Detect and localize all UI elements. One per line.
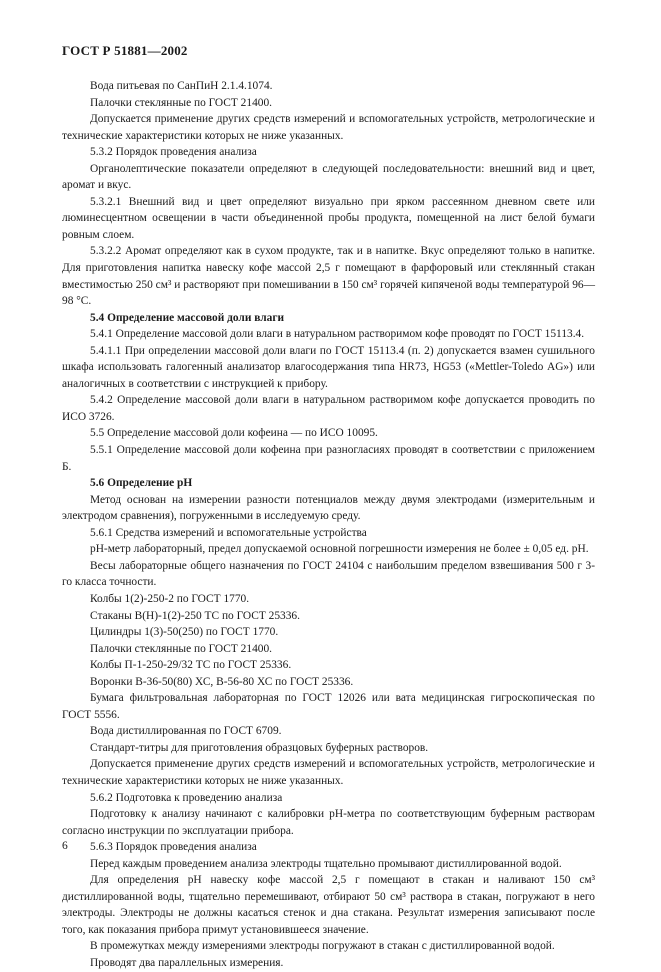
- paragraph: Стаканы В(Н)-1(2)-250 ТС по ГОСТ 25336.: [90, 609, 300, 622]
- paragraph: Колбы 1(2)-250-2 по ГОСТ 1770.: [90, 592, 250, 605]
- paragraph: 5.5 Определение массовой доли кофеина — по ИСО 10095.: [90, 427, 378, 440]
- paragraph: 5.4.1 Определение массовой доли влаги в натуральном растворимом кофе проводят по ГОСТ 15113.4.: [90, 328, 585, 341]
- section-heading: 5.6 Определение рН: [90, 477, 193, 490]
- running-header: ГОСТ Р 51881—2002: [62, 43, 188, 58]
- paragraph: Метод основан на измерении разности потенциалов между двумя электродами (измерительным и электродом сравнения), погруженными в исследуемую среду.: [62, 493, 595, 523]
- paragraph: Цилиндры 1(3)-50(250) по ГОСТ 1770.: [90, 626, 279, 639]
- paragraph: 5.5.1 Определение массовой доли кофеина при разногласиях проводят в соответствии с приложением Б.: [62, 444, 595, 473]
- paragraph: Органолептические показатели определяют в следующей последовательности: внешний вид и цвет, аромат и вкус.: [62, 162, 595, 192]
- section-heading: 5.4 Определение массовой доли влаги: [90, 311, 285, 324]
- paragraph: 5.4.2 Определение массовой доли влаги в натуральном растворимом кофе допускается проводить по ИСО 3726.: [62, 394, 595, 423]
- paragraph: Палочки стеклянные по ГОСТ 21400.: [90, 642, 272, 655]
- paragraph: Бумага фильтровальная лабораторная по ГОСТ 12026 или вата медицинская гигроскопическая по ГОСТ 5556.: [62, 692, 595, 721]
- paragraph: 5.3.2.1 Внешний вид и цвет определяют визуально при ярком рассеянном дневном свете или люминесцентном освещении в части объединенной пробы продукта, помещенной на лист белой бумаги ровным слоем.: [62, 195, 595, 241]
- body-text: [62, 78, 595, 972]
- paragraph: рН-метр лабораторный, предел допускаемой основной погрешности измерения не более ± 0,05 ед. рН.: [90, 543, 589, 556]
- page-number: 6: [62, 840, 68, 852]
- paragraph: Воронки В-36-50(80) ХС, В-56-80 ХС по ГОСТ 25336.: [90, 675, 354, 688]
- paragraph: 5.3.2 Порядок проведения анализа: [90, 146, 257, 159]
- paragraph: Проводят два параллельных измерения.: [90, 956, 284, 969]
- paragraph: Стандарт-титры для приготовления образцовых буферных растворов.: [90, 741, 429, 754]
- paragraph: Для определения рН навеску кофе массой 2,5 г помещают в стакан и наливают 150 см³ дистиллированной воды, тщательно перемешивают, отбирают 50 см³ раствора в стакан, погружают в него электроды. Электроды не должны касаться стенок и дна стакана. Результат измерения записывают после того, как показания прибора примут установившееся значение.: [62, 874, 595, 936]
- paragraph: Подготовку к анализу начинают с калибровки рН-метра по соответствующим буферным растворам согласно инструкции по эксплуатации прибора.: [62, 808, 595, 837]
- paragraph: 5.3.2.2 Аромат определяют как в сухом продукте, так и в напитке. Вкус определяют только в напитке. Для приготовления напитка навеску кофе массой 2,5 г помещают в фарфоровый или стеклянный стакан вместимостью 250 см³ и растворяют при помешивании в 150 см³ горячей кипяченой воды температурой 96—98 °С.: [62, 245, 595, 308]
- paragraph: В промежутках между измерениями электроды погружают в стакан с дистиллированной водой.: [90, 940, 555, 953]
- paragraph: Вода питьевая по СанПиН 2.1.4.1074.: [90, 80, 273, 92]
- paragraph: Весы лабораторные общего назначения по ГОСТ 24104 с наибольшим пределом взвешивания 500 г 3-го класса точности.: [62, 559, 595, 589]
- paragraph: 5.4.1.1 При определении массовой доли влаги по ГОСТ 15113.4 (п. 2) допускается взамен сушильного шкафа использовать галогенный анализатор влагосодержания типа HR73, HG53 («Mettler-Toledo AG») или аналогичных в соответствии с инструкцией к прибору.: [62, 344, 595, 390]
- paragraph: Вода дистиллированная по ГОСТ 6709.: [90, 725, 282, 738]
- paragraph: Перед каждым проведением анализа электроды тщательно промывают дистиллированной водой.: [90, 857, 562, 870]
- paragraph: 5.6.1 Средства измерений и вспомогательные устройства: [90, 526, 367, 539]
- paragraph: Колбы П-1-250-29/32 ТС по ГОСТ 25336.: [90, 659, 292, 672]
- paragraph: Палочки стеклянные по ГОСТ 21400.: [90, 96, 272, 109]
- paragraph: 5.6.3 Порядок проведения анализа: [90, 841, 257, 854]
- paragraph: Допускается применение других средств измерений и вспомогательных устройств, метрологические и технические характеристики которых не ниже указанных.: [62, 113, 595, 142]
- paragraph: Допускается применение других средств измерений и вспомогательных устройств, метрологические и технические характеристики которых не ниже указанных.: [62, 758, 595, 787]
- paragraph: 5.6.2 Подготовка к проведению анализа: [90, 791, 283, 804]
